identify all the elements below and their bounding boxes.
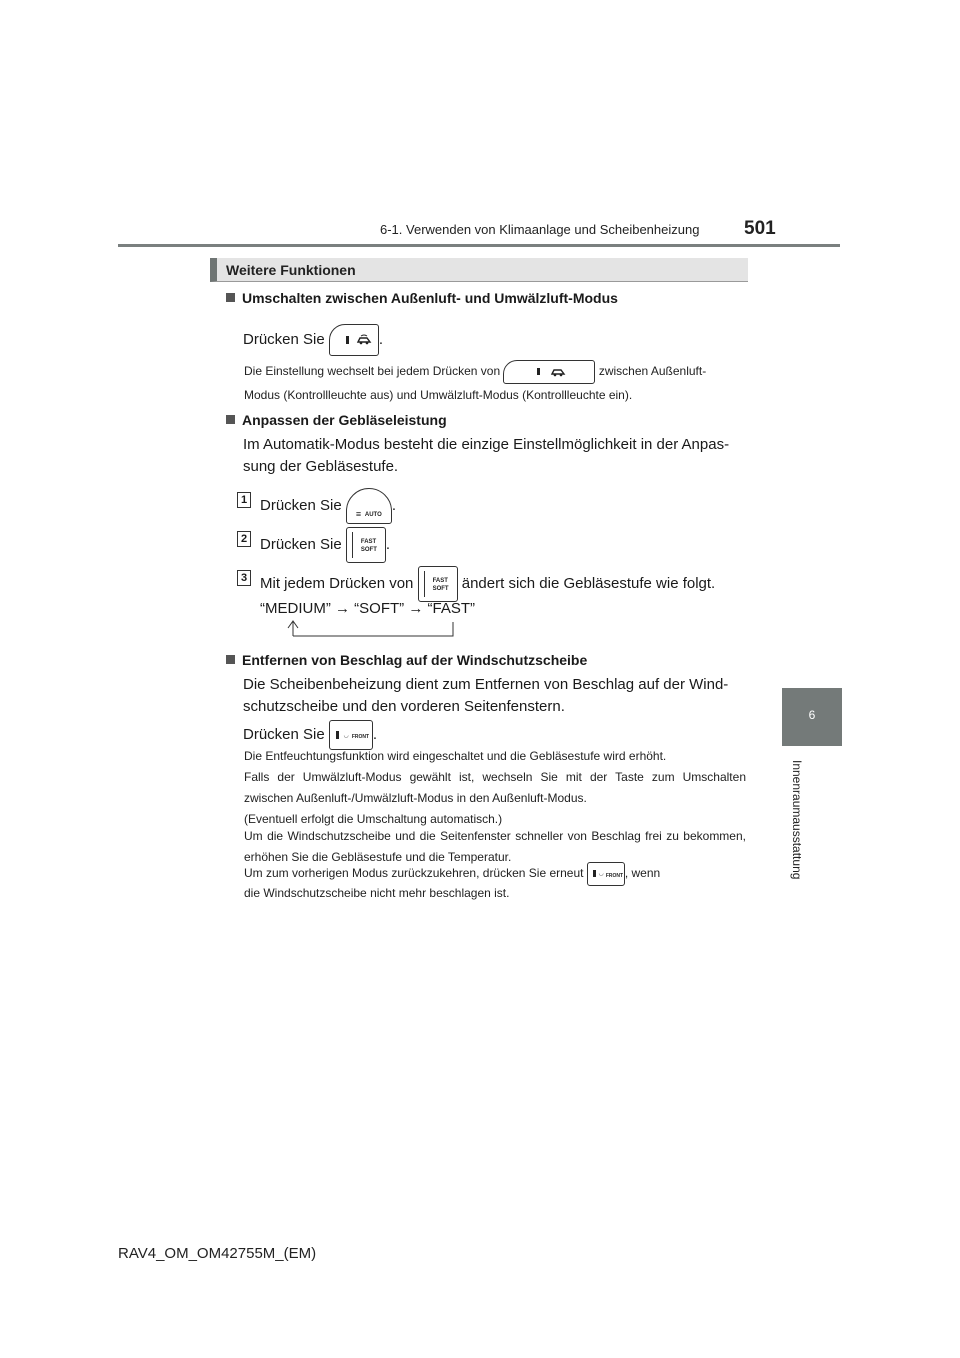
defog-instruction: Drücken Sie ◡ FRONT . xyxy=(243,720,377,750)
fan-step-3: Mit jedem Drücken von FAST SOFT ändert sich die Gebläsestufe wie folgt. xyxy=(260,566,715,602)
recirculation-heading: Umschalten zwischen Außenluft- und Umwälzluft-Modus xyxy=(226,290,618,306)
fan-speed-button-icon: FAST SOFT xyxy=(418,566,458,602)
defog-intro-line2: schutzscheibe und den vorderen Seitenfenstern. xyxy=(243,698,565,715)
defog-intro-line1: Die Scheibenbeheizung dient zum Entfernen von Beschlag auf der Wind- xyxy=(243,676,729,693)
step-number-3: 3 xyxy=(237,570,251,586)
front-defroster-button-icon: ◡ FRONT xyxy=(329,720,373,750)
defog-note-5-line2: die Windschutzscheibe nicht mehr beschlagen ist. xyxy=(244,886,510,900)
section-title: Weitere Funktionen xyxy=(226,262,356,278)
square-bullet-icon xyxy=(226,293,235,302)
chapter-tab[interactable] xyxy=(782,688,842,746)
front-defroster-button-small-icon: ◡ FRONT xyxy=(587,862,625,886)
fan-speed-button-icon: FAST SOFT xyxy=(346,527,386,563)
fan-intro-line2: sung der Gebläsestufe. xyxy=(243,458,399,475)
defog-note-2: Falls der Umwälzluft-Modus gewählt ist, wechseln Sie mit der Taste zum Umschalten zwischen Außenluft-/Umwälzluft-Modus in den Außenluft-Modus. xyxy=(244,770,746,805)
recirculation-button-icon xyxy=(329,324,379,356)
recirculation-note-line2: Modus (Kontrollleuchte aus) und Umwälzluft-Modus (Kontrollleuchte ein). xyxy=(244,388,633,402)
recirculation-note-line1: Die Einstellung wechselt bei jedem Drücken von zwischen Außenluft- xyxy=(244,360,746,384)
defog-heading: Entfernen von Beschlag auf der Windschutzscheibe xyxy=(226,652,587,668)
defog-note-1: Die Entfeuchtungsfunktion wird eingeschaltet und die Gebläsestufe wird erhöht. xyxy=(244,749,667,763)
recirculation-button-small-icon xyxy=(503,360,595,384)
square-bullet-icon xyxy=(226,415,235,424)
defog-note-3: (Eventuell erfolgt die Umschaltung automatisch.) xyxy=(244,812,503,826)
step-number-2: 2 xyxy=(237,531,251,547)
header-rule xyxy=(118,244,840,247)
running-header-section: 6-1. Verwenden von Klimaanlage und Scheibenheizung xyxy=(380,222,700,237)
step-number-1: 1 xyxy=(237,492,251,508)
car-recirc-small-icon xyxy=(550,366,566,378)
section-title-bar xyxy=(210,258,748,282)
page-number: 501 xyxy=(744,218,776,239)
chapter-label: Innenraumausstattung xyxy=(790,760,804,880)
fan-step-2: Drücken Sie FAST SOFT . xyxy=(260,527,390,563)
sequence-return-arrow-icon xyxy=(282,618,458,640)
chapter-number: 6 xyxy=(808,708,816,722)
defog-note-4: Um die Windschutzscheibe und die Seitenfenster schneller von Beschlag frei zu bekommen, erhöhen Sie die Gebläsestufe und die Temperatur. xyxy=(244,829,746,864)
fan-speed-sequence: “MEDIUM” → “SOFT” → “FAST” xyxy=(260,600,476,617)
auto-button-icon: ≡ AUTO xyxy=(346,488,392,524)
fan-intro-line1: Im Automatik-Modus besteht die einzige Einstellmöglichkeit in der Anpas- xyxy=(243,436,730,453)
fan-heading: Anpassen der Gebläseleistung xyxy=(226,412,447,428)
fan-step-1: Drücken Sie ≡ AUTO . xyxy=(260,488,396,524)
document-code: RAV4_OM_OM42755M_(EM) xyxy=(118,1245,317,1262)
recirculation-instruction: Drücken Sie . xyxy=(243,324,383,356)
defog-note-5-line1: Um zum vorherigen Modus zurückzukehren, drücken Sie erneut ◡ FRONT , wenn xyxy=(244,862,746,886)
car-recirc-icon xyxy=(356,334,372,346)
square-bullet-icon xyxy=(226,655,235,664)
